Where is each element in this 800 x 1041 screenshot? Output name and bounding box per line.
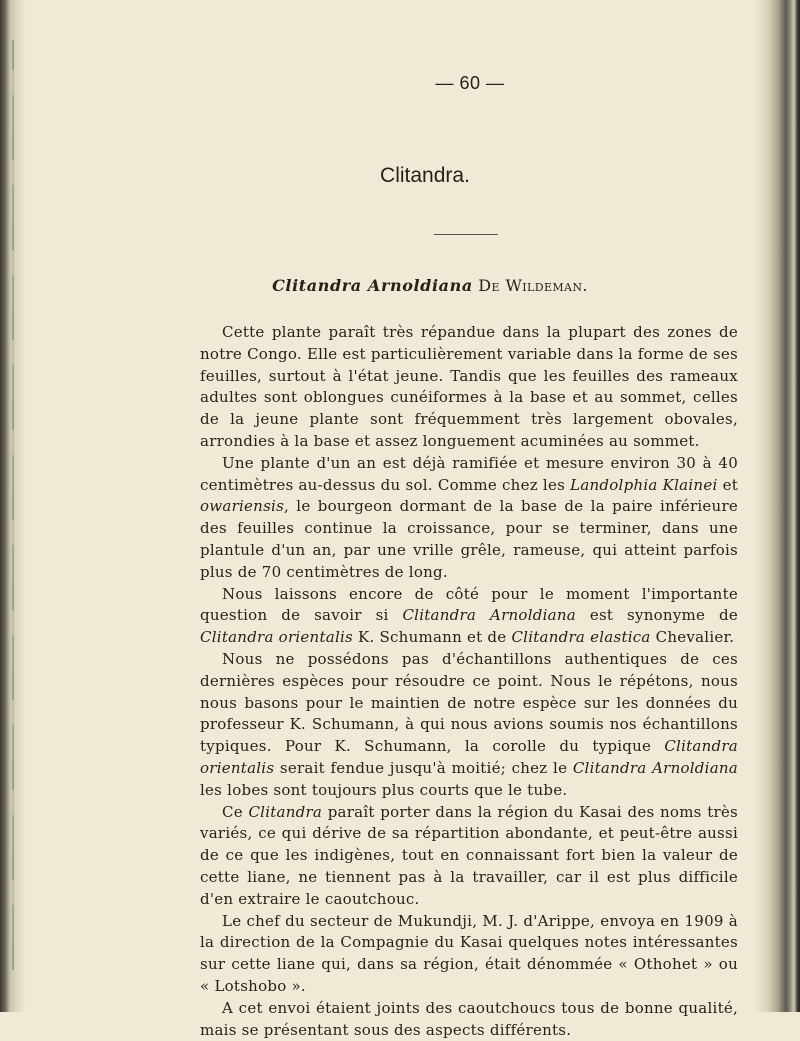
italic-term: Clitandra Arnoldiana [402, 606, 576, 625]
text-run: serait fendue jusqu'à moitié; chez le [274, 758, 573, 777]
species-name: Clitandra Arnoldiana [272, 276, 473, 295]
text-run: Cette plante paraît très répandue dans la plupart des zones de notre Congo. Elle est particulièrement variable dans la forme de ses feuilles, surtout à l'état jeune. Tandis que les feuilles des rameaux adultes sont oblongues cunéiformes à la base et au sommet, celles de la jeune plante sont fréquemment très largement obovales, arrondies à la base et assez longuement acuminées au sommet. [200, 323, 738, 450]
page-number: — 60 — [435, 73, 505, 93]
species-heading [215, 276, 645, 295]
text-run: Une plante d'un an est déjà ramifiée et mesure environ 30 à 40 centimètres au-dessus du sol. Comme chez les [200, 453, 738, 494]
text-run: Nous ne possédons pas d'échantillons authentiques de ces dernières espèces pour résoudre ce point. Nous le répétons, nous nous basons pour le maintien de notre espèce sur les données du professeur K. Schumann, à qui nous avions soumis nos échantillons typiques. Pour K. Schumann, la corolle du typique [200, 649, 738, 756]
text-run: Nous laissons encore de côté pour le moment l'importante question de savoir si [200, 584, 738, 625]
body-text [200, 322, 738, 1041]
italic-term: Landolphia Klainei [570, 475, 718, 494]
text-run: paraît porter dans la région du Kasai des noms très variés, ce qui dérive de sa répartition abondante, et peut-être aussi de ce que les indigènes, tout en connaissant fort bien la valeur de cette liane, ne tiennent pas à la travailler, car il est plus difficile d'en extraire le caoutchouc. [200, 802, 738, 908]
text-run: Chevalier. [650, 628, 735, 647]
section-title: Clitandra. [380, 164, 470, 187]
text-run: A cet envoi étaient joints des caoutchoucs tous de bonne qualité, mais se présentant sous des aspects différents. [200, 998, 738, 1039]
italic-term: Clitandra orientalis [200, 737, 738, 777]
text-run: est synonyme de [575, 606, 738, 625]
paragraph [200, 802, 738, 911]
text-run: Ce [222, 802, 249, 821]
paragraph [200, 911, 738, 998]
paragraph [200, 453, 738, 584]
text-run: , le bourgeon dormant de la base de la paire inférieure des feuilles continue la croissance, pour se terminer, dans une plantule d'un an, par une vrille grêle, rameuse, qui atteint parfois plus de 70 centimètres de long. [200, 497, 738, 581]
species-author: De Wildeman. [478, 276, 588, 295]
text-run: Le chef du secteur de Mukundji, M. J. d'Arippe, envoya en 1909 à la direction de la Compagnie du Kasai quelques notes intéressantes sur cette liane qui, dans sa région, était dénommée « Othohet » ou « Lotshobo ». [200, 911, 738, 995]
text-run: et [717, 475, 738, 494]
paragraph [200, 584, 738, 649]
italic-term: Clitandra orientalis [200, 628, 353, 647]
paragraph [200, 998, 738, 1041]
italic-term: Clitandra [248, 802, 323, 821]
italic-term: owariensis [200, 497, 285, 516]
paragraph [200, 322, 738, 453]
left-binding-edge [0, 0, 26, 1012]
italic-term: Clitandra elastica [511, 628, 651, 647]
title-divider [434, 234, 498, 235]
italic-term: Clitandra Arnoldiana [572, 758, 739, 777]
paragraph [200, 649, 738, 802]
text-run: les lobes sont toujours plus courts que le tube. [200, 780, 568, 799]
text-run: K. Schumann et de [353, 628, 512, 647]
right-binding-edge [754, 0, 800, 1012]
